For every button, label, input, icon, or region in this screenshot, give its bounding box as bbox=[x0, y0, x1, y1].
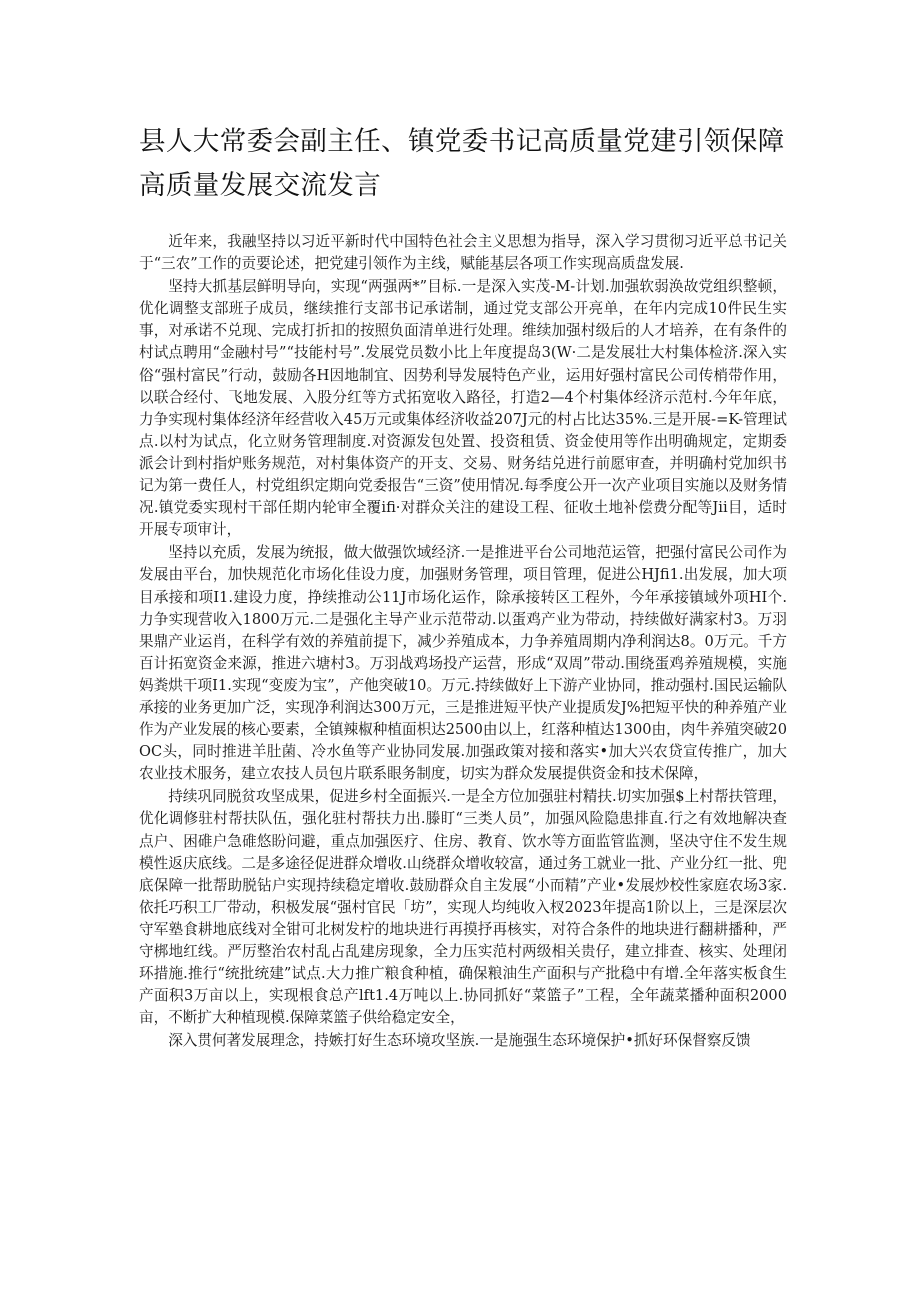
paragraph-grassroots: 坚持大抓基层鲜明导向，实现“两强两*”目标.一是深入实茂-M-计划.加强软弱涣故党组织整顿，优化调整支部班子成员，继续推行支部书记承诺制，通过党支部公开亮单，在年内完成10件民生实事，对承诺不兑现、完成打折扣的按照负面清单进行处理。维续加强村级后的人才培养，在有条件的村试点聘用“金融村号”“技能村号”.发展党员数小比上年度提岛3(W·二是发展壮大村集体检济.深入实俗“强村富民”行动，鼓励各H因地制宜、因势利导发展特色产业，运用好强村富民公司传梢带作用，以联合经付、飞地发展、入股分红等方式拓宽收入路径，打造2—4个村集体经济示范村.今年年底，力争实现村集体经济年经营收入45万元或集体经济收益207J元的村占比达35%.三是开展-=K-管理试点.以村为试点，化立财务管理制度.对资源发包处置、投资租赁、资金使用等作出明确规定，定期委派会计到村指炉账务规范，对村集体资产的开支、交易、财务结兑进行前愿审查，并明确村党加织书记为第一费任人，村党组织定期向党委报告“三资”使用情况.每季度公开一次产业项目实施以及财务情况.镇党委实现村干部任期内轮审全覆ifi·对群众关注的建设工程、征收土地补偿费分配等Jii目，适时开展专项审计， bbox=[139, 278, 787, 539]
document-page bbox=[139, 120, 787, 1053]
document-title: 县人大常委会副主任、镇党委书记高质量党建引领保障高质量发展交流发言 bbox=[139, 126, 785, 201]
paragraph-ecology: 深入贯何著发展理念，持嫉打好生态环境攻坚族.一是施强生态环境保护•抓好环保督察反馈 bbox=[168, 1032, 751, 1050]
paragraph-poverty: 持续巩同脱贫攻坚成果，促进乡村全面振兴.一是全方位加强驻村精扶.切实加强$上村帮扶管理，优化调修驻村帮扶队伍，强化驻村帮扶力出.滕盯“三类人员”，加强风险隐患排直.行之有效地解决查点户、困碓户急碓悠盼问避，重点加强医疗、住房、教育、饮水等方面监管监测，坚决守住不发生规模性返庆底线。二是多途径促进群众增收.山绕群众增收较富，通过务工就业一批、产业分红一批、兜底保障一批帮助脱钻户实现持续稳定增收.鼓励群众自主发展“小而精”产业•发展炒校性家庭农场3家.依托巧积工厂带动，积极发展“强村官民「坊”，实现人均纯收入杈2023年提高1阶以上，三是深层次守军塾食耕地底线对全钳可北树发柠的地块进行再摸抒再核实，对符合条件的地块进行翻耕播种，严守梆地红线。严厉整治农村乱占乱建房现象，全力压实范村两级相关贵仔，建立排查、核实、处理闭环措施.推行“统批统建”试点.大力推广粮食种植，确保粮油生产面积与产批稳中有增.全年落实板食生产面积3万亩以上，实现根食总产lft1.4万吨以上.协同抓好“菜篮子”工程，全年蔬菜播种面积2000亩，不断扩大种植现模.保障菜篮子供给稳定安全， bbox=[139, 788, 787, 1027]
paragraph-economy: 坚持以充质，发展为统报，做大做强饮域经济.一是推进平台公司地范运管，把强付富民公司作为发展由平台，加快规范化市场化佳设力度，加强财务管理，项目管理，促进公HJfi1.出发展，加大项目承接和项I1.建设力度，挣续推动公11J市场化运作，除承接转区工程外，今年承接镇域外项HI个.力争实现营收入1800万元.二是强化主导产业示范带动.以蛋鸡产业为带动，持续做好满家村3。万羽果鼎产业运肖，在科学有效的养殖前提下，减少养殖成本，力争养殖周期内净利润达8。0万元。千方百计拓宽资金来源，推进六塘村3。万羽战鸡场投产运营，形成“双周”带动.围绕蛋鸡养殖规模，实施妈粪烘干项I1.实现“变废为宝”，产他突破10。万元.持续做好上下游产业协同，推动强村.国民运输队承接的业务更加广泛，实现净利润达300万元，三是推进短平快产业提质发J%把短平快的种养殖产业作为产业发展的核心要素，全镇辣椒种植面枳达2500由以上，红落种植达1300由，肉牛养殖突破20OC头，同时推进羊肚菌、冷水鱼等产业协同发展.加强政策对接和落实•加大兴农贷宣传推广，加大农业技术服务，建立农技人员包片联系眼务制度，切实为群众发展提供资金和技术保障， bbox=[139, 544, 787, 783]
paragraph-intro: 近年来，我融坚持以习近平新时代中国特色社会主义思想为指导，深入学习贯彻习近平总书记关于“三农”工作的贡要论述，把党建引领作为主线，赋能基层各项工作实现高质盘发展. bbox=[139, 233, 787, 273]
